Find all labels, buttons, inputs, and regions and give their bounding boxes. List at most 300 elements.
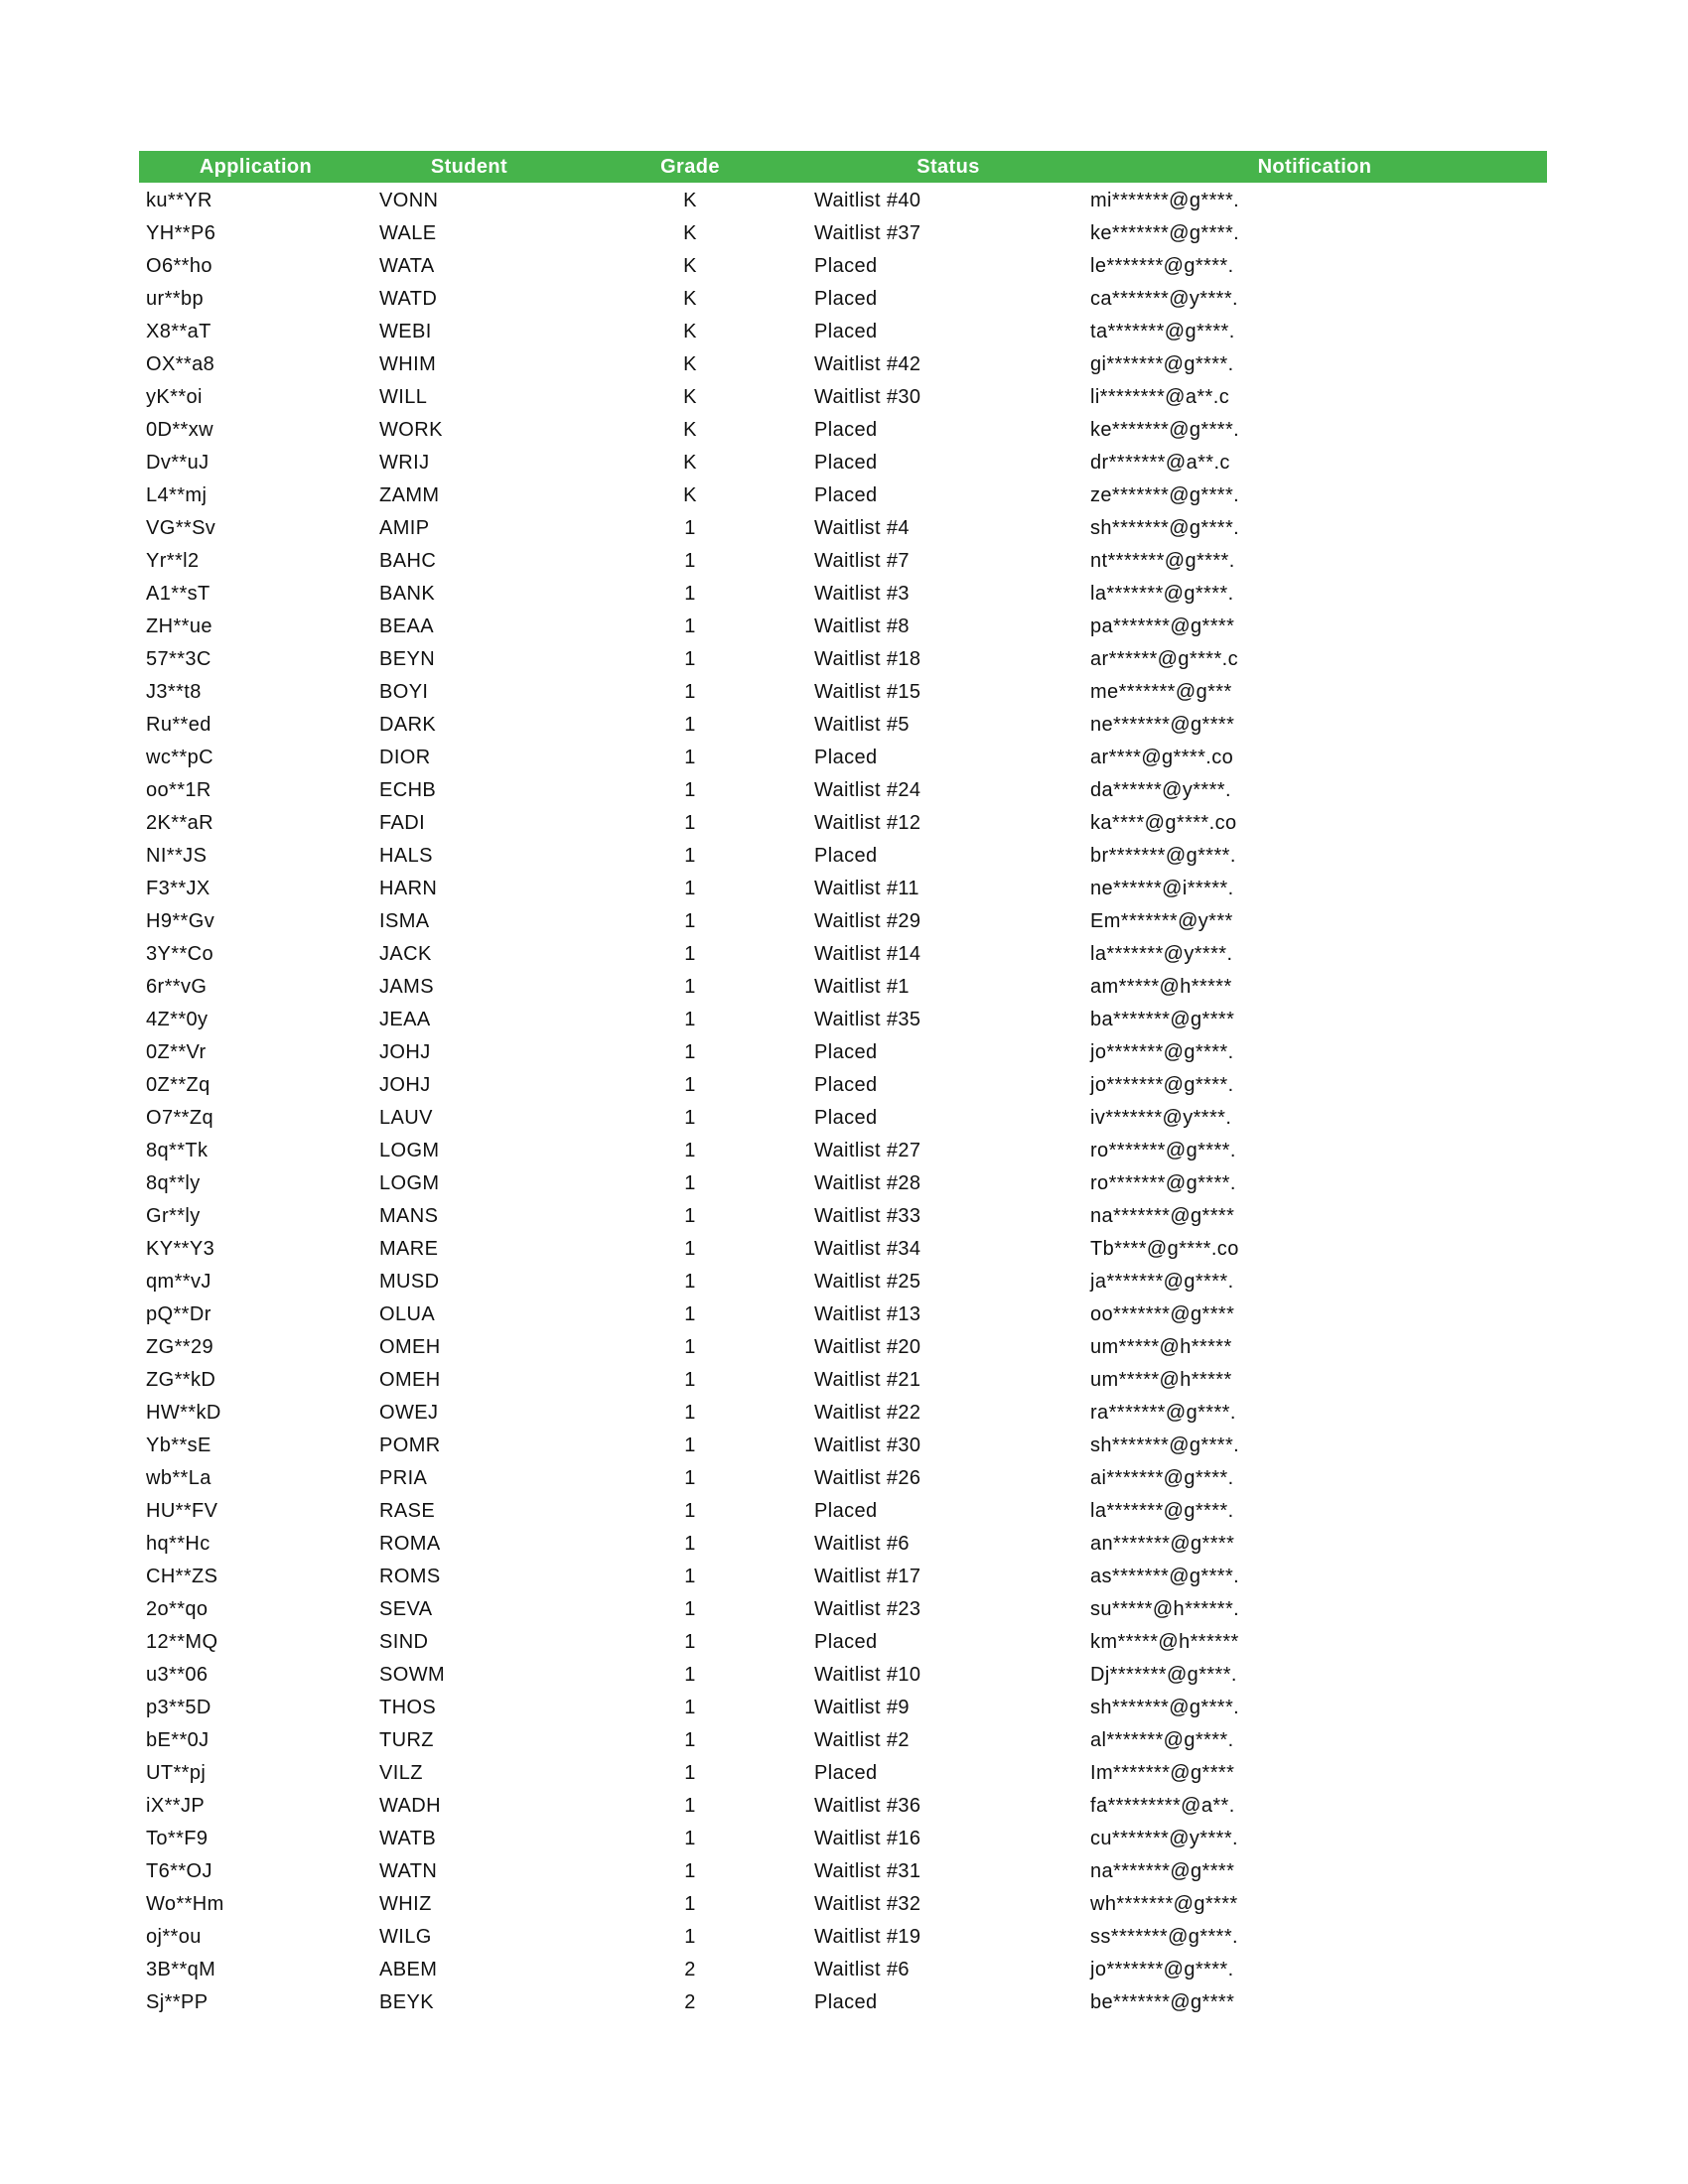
cell-student: BANK — [379, 583, 436, 605]
table-row — [139, 348, 1547, 381]
cell-status: Waitlist #13 — [814, 1303, 921, 1325]
cell-application: H9**Gv — [146, 910, 215, 932]
cell-student: WATN — [379, 1860, 438, 1882]
cell-student: POMR — [379, 1434, 441, 1456]
cell-notification: al*******@g****. — [1090, 1729, 1234, 1751]
table-body — [139, 185, 1547, 2019]
cell-application: hq**Hc — [146, 1533, 211, 1555]
cell-application: A1**sT — [146, 583, 211, 605]
table-row — [139, 1102, 1547, 1135]
cell-status: Waitlist #10 — [814, 1664, 921, 1686]
cell-status: Waitlist #36 — [814, 1795, 921, 1817]
cell-grade: 1 — [684, 1172, 696, 1194]
cell-status: Waitlist #3 — [814, 583, 910, 605]
cell-notification: le*******@g****. — [1090, 255, 1234, 277]
cell-application: ku**YR — [146, 190, 212, 211]
cell-notification: ka****@g****.co — [1090, 812, 1237, 834]
cell-notification: sh*******@g****. — [1090, 1697, 1240, 1718]
cell-notification: as*******@g****. — [1090, 1566, 1240, 1587]
table-row — [139, 807, 1547, 840]
cell-notification: nt*******@g****. — [1090, 550, 1235, 572]
cell-student: TURZ — [379, 1729, 434, 1751]
cell-status: Waitlist #22 — [814, 1402, 921, 1424]
cell-status: Placed — [814, 1762, 878, 1784]
cell-grade: K — [683, 484, 697, 506]
cell-notification: ja*******@g****. — [1090, 1271, 1234, 1293]
cell-application: VG**Sv — [146, 517, 216, 539]
cell-application: ZG**kD — [146, 1369, 216, 1391]
table-row — [139, 217, 1547, 250]
cell-notification: na*******@g**** — [1090, 1860, 1235, 1882]
cell-grade: 2 — [684, 1991, 696, 2013]
cell-student: WILL — [379, 386, 428, 408]
cell-application: YH**P6 — [146, 222, 216, 244]
cell-student: RASE — [379, 1500, 436, 1522]
cell-student: PRIA — [379, 1467, 428, 1489]
cell-status: Placed — [814, 747, 878, 768]
cell-student: FADI — [379, 812, 426, 834]
cell-notification: ne******@i*****. — [1090, 878, 1234, 899]
cell-status: Waitlist #30 — [814, 386, 921, 408]
cell-notification: Im*******@g**** — [1090, 1762, 1235, 1784]
cell-status: Placed — [814, 845, 878, 867]
cell-application: 0Z**Zq — [146, 1074, 211, 1096]
cell-grade: 1 — [684, 1369, 696, 1391]
cell-status: Waitlist #28 — [814, 1172, 921, 1194]
cell-grade: 1 — [684, 910, 696, 932]
cell-application: Yb**sE — [146, 1434, 211, 1456]
cell-status: Waitlist #20 — [814, 1336, 921, 1358]
cell-application: 2o**qo — [146, 1598, 209, 1620]
cell-grade: K — [683, 288, 697, 310]
cell-student: VILZ — [379, 1762, 423, 1784]
cell-notification: gi*******@g****. — [1090, 353, 1234, 375]
cell-status: Waitlist #40 — [814, 190, 921, 211]
table-row — [139, 512, 1547, 545]
cell-notification: um*****@h***** — [1090, 1336, 1232, 1358]
cell-notification: br*******@g****. — [1090, 845, 1236, 867]
table-row — [139, 1331, 1547, 1364]
cell-student: LOGM — [379, 1140, 440, 1161]
cell-notification: sh*******@g****. — [1090, 517, 1240, 539]
table-row — [139, 774, 1547, 807]
cell-notification: pa*******@g**** — [1090, 615, 1235, 637]
cell-status: Placed — [814, 419, 878, 441]
table-row — [139, 1233, 1547, 1266]
cell-notification: jo*******@g****. — [1090, 1041, 1234, 1063]
cell-notification: km*****@h****** — [1090, 1631, 1239, 1653]
cell-notification: su*****@h******. — [1090, 1598, 1240, 1620]
cell-status: Waitlist #14 — [814, 943, 921, 965]
cell-notification: ro*******@g****. — [1090, 1140, 1236, 1161]
cell-application: yK**oi — [146, 386, 203, 408]
cell-application: bE**0J — [146, 1729, 210, 1751]
cell-grade: 1 — [684, 714, 696, 736]
cell-student: HARN — [379, 878, 438, 899]
cell-application: 8q**ly — [146, 1172, 201, 1194]
cell-notification: ke*******@g****. — [1090, 419, 1240, 441]
cell-notification: ca*******@y****. — [1090, 288, 1238, 310]
cell-status: Waitlist #42 — [814, 353, 921, 375]
cell-notification: na*******@g**** — [1090, 1205, 1235, 1227]
cell-grade: 1 — [684, 1729, 696, 1751]
cell-status: Waitlist #25 — [814, 1271, 921, 1293]
cell-status: Waitlist #37 — [814, 222, 921, 244]
cell-application: CH**ZS — [146, 1566, 218, 1587]
cell-application: wb**La — [146, 1467, 211, 1489]
cell-status: Placed — [814, 321, 878, 342]
cell-status: Waitlist #30 — [814, 1434, 921, 1456]
cell-grade: 1 — [684, 1140, 696, 1161]
table-row — [139, 316, 1547, 348]
cell-grade: K — [683, 452, 697, 474]
cell-status: Waitlist #9 — [814, 1697, 910, 1718]
cell-status: Waitlist #17 — [814, 1566, 921, 1587]
cell-grade: 1 — [684, 583, 696, 605]
cell-application: iX**JP — [146, 1795, 206, 1817]
cell-application: L4**mj — [146, 484, 208, 506]
table-row — [139, 1266, 1547, 1298]
cell-grade: 1 — [684, 1926, 696, 1948]
table-row — [139, 1757, 1547, 1790]
cell-grade: 1 — [684, 681, 696, 703]
cell-student: WORK — [379, 419, 443, 441]
cell-application: u3**06 — [146, 1664, 209, 1686]
cell-grade: 1 — [684, 1566, 696, 1587]
cell-grade: 1 — [684, 1402, 696, 1424]
cell-grade: 1 — [684, 1205, 696, 1227]
table-row — [139, 1004, 1547, 1036]
cell-grade: 1 — [684, 1598, 696, 1620]
cell-status: Placed — [814, 288, 878, 310]
placement-table — [139, 151, 1547, 2019]
cell-application: F3**JX — [146, 878, 211, 899]
table-row — [139, 1495, 1547, 1528]
cell-notification: ss*******@g****. — [1090, 1926, 1238, 1948]
cell-notification: ar****@g****.co — [1090, 747, 1234, 768]
cell-status: Waitlist #34 — [814, 1238, 921, 1260]
cell-grade: 1 — [684, 1697, 696, 1718]
cell-application: Dv**uJ — [146, 452, 210, 474]
table-row — [139, 643, 1547, 676]
cell-status: Waitlist #15 — [814, 681, 921, 703]
cell-student: HALS — [379, 845, 433, 867]
cell-grade: 1 — [684, 747, 696, 768]
cell-grade: 1 — [684, 1041, 696, 1063]
table-row — [139, 1921, 1547, 1954]
cell-student: BEYN — [379, 648, 436, 670]
cell-application: 2K**aR — [146, 812, 213, 834]
cell-student: BAHC — [379, 550, 437, 572]
cell-grade: K — [683, 386, 697, 408]
cell-notification: an*******@g**** — [1090, 1533, 1235, 1555]
cell-application: p3**5D — [146, 1697, 211, 1718]
cell-status: Waitlist #4 — [814, 517, 910, 539]
cell-notification: mi*******@g****. — [1090, 190, 1240, 211]
table-row — [139, 1986, 1547, 2019]
cell-application: ur**bp — [146, 288, 204, 310]
cell-status: Waitlist #23 — [814, 1598, 921, 1620]
cell-student: JOHJ — [379, 1041, 431, 1063]
cell-notification: jo*******@g****. — [1090, 1074, 1234, 1096]
table-row — [139, 1528, 1547, 1561]
cell-grade: 1 — [684, 1893, 696, 1915]
cell-student: ROMS — [379, 1566, 441, 1587]
cell-student: AMIP — [379, 517, 430, 539]
cell-student: MUSD — [379, 1271, 440, 1293]
cell-application: 0Z**Vr — [146, 1041, 207, 1063]
cell-application: 4Z**0y — [146, 1009, 209, 1030]
cell-status: Waitlist #2 — [814, 1729, 910, 1751]
cell-grade: 1 — [684, 1631, 696, 1653]
cell-application: O7**Zq — [146, 1107, 213, 1129]
table-row — [139, 1855, 1547, 1888]
cell-grade: 1 — [684, 1271, 696, 1293]
cell-application: Ru**ed — [146, 714, 211, 736]
cell-application: ZH**ue — [146, 615, 212, 637]
table-row — [139, 1430, 1547, 1462]
cell-notification: iv*******@y****. — [1090, 1107, 1232, 1129]
table-row — [139, 1888, 1547, 1921]
table-row — [139, 1561, 1547, 1593]
cell-status: Waitlist #12 — [814, 812, 921, 834]
cell-student: SOWM — [379, 1664, 446, 1686]
table-row — [139, 742, 1547, 774]
cell-status: Waitlist #27 — [814, 1140, 921, 1161]
cell-grade: 1 — [684, 1795, 696, 1817]
cell-application: HW**kD — [146, 1402, 221, 1424]
cell-status: Waitlist #29 — [814, 910, 921, 932]
cell-status: Waitlist #26 — [814, 1467, 921, 1489]
cell-student: BOYI — [379, 681, 429, 703]
cell-grade: 1 — [684, 1074, 696, 1096]
cell-student: JAMS — [379, 976, 434, 998]
table-row — [139, 447, 1547, 479]
cell-grade: 2 — [684, 1959, 696, 1980]
cell-status: Placed — [814, 1991, 878, 2013]
cell-status: Waitlist #5 — [814, 714, 910, 736]
cell-notification: la*******@y****. — [1090, 943, 1233, 965]
cell-notification: be*******@g**** — [1090, 1991, 1235, 2013]
table-row — [139, 1069, 1547, 1102]
cell-student: ABEM — [379, 1959, 438, 1980]
cell-grade: 1 — [684, 1303, 696, 1325]
cell-notification: la*******@g****. — [1090, 583, 1234, 605]
cell-status: Placed — [814, 1107, 878, 1129]
table-row — [139, 578, 1547, 611]
cell-status: Waitlist #16 — [814, 1828, 921, 1849]
cell-grade: K — [683, 190, 697, 211]
table-row — [139, 1298, 1547, 1331]
cell-grade: 1 — [684, 1664, 696, 1686]
cell-application: T6**OJ — [146, 1860, 212, 1882]
table-row — [139, 1397, 1547, 1430]
cell-grade: 1 — [684, 615, 696, 637]
cell-student: OLUA — [379, 1303, 436, 1325]
cell-notification: cu*******@y****. — [1090, 1828, 1238, 1849]
cell-grade: 1 — [684, 878, 696, 899]
cell-grade: 1 — [684, 648, 696, 670]
cell-grade: 1 — [684, 812, 696, 834]
cell-student: WRIJ — [379, 452, 430, 474]
table-row — [139, 1692, 1547, 1724]
cell-status: Waitlist #19 — [814, 1926, 921, 1948]
table-row — [139, 709, 1547, 742]
cell-grade: K — [683, 353, 697, 375]
table-row — [139, 1593, 1547, 1626]
column-header-grade: Grade — [660, 155, 720, 178]
cell-application: 3B**qM — [146, 1959, 216, 1980]
cell-notification: ra*******@g****. — [1090, 1402, 1236, 1424]
cell-grade: 1 — [684, 1533, 696, 1555]
cell-grade: 1 — [684, 1336, 696, 1358]
cell-status: Placed — [814, 255, 878, 277]
table-row — [139, 185, 1547, 217]
cell-status: Waitlist #35 — [814, 1009, 921, 1030]
table-row — [139, 1364, 1547, 1397]
cell-status: Waitlist #7 — [814, 550, 910, 572]
cell-student: WATB — [379, 1828, 437, 1849]
cell-student: BEAA — [379, 615, 434, 637]
table-row — [139, 381, 1547, 414]
cell-student: WADH — [379, 1795, 441, 1817]
cell-student: WILG — [379, 1926, 432, 1948]
cell-status: Waitlist #24 — [814, 779, 921, 801]
cell-notification: da******@y****. — [1090, 779, 1231, 801]
cell-student: ISMA — [379, 910, 430, 932]
cell-notification: oo*******@g**** — [1090, 1303, 1235, 1325]
cell-student: LOGM — [379, 1172, 440, 1194]
cell-notification: Dj*******@g****. — [1090, 1664, 1237, 1686]
cell-grade: 1 — [684, 550, 696, 572]
table-row — [139, 283, 1547, 316]
cell-student: JACK — [379, 943, 432, 965]
cell-student: ZAMM — [379, 484, 440, 506]
table-row — [139, 479, 1547, 512]
table-row — [139, 971, 1547, 1004]
cell-student: DIOR — [379, 747, 431, 768]
cell-application: 57**3C — [146, 648, 211, 670]
column-header-notification: Notification — [1257, 155, 1372, 178]
column-header-status: Status — [916, 155, 980, 178]
cell-student: SEVA — [379, 1598, 433, 1620]
table-row — [139, 545, 1547, 578]
cell-notification: jo*******@g****. — [1090, 1959, 1234, 1980]
cell-student: MANS — [379, 1205, 439, 1227]
cell-application: O6**ho — [146, 255, 212, 277]
cell-notification: dr*******@a**.c — [1090, 452, 1230, 474]
cell-student: LAUV — [379, 1107, 433, 1129]
cell-application: oj**ou — [146, 1926, 202, 1948]
cell-student: WALE — [379, 222, 437, 244]
cell-student: JEAA — [379, 1009, 431, 1030]
cell-notification: li********@a**.c — [1090, 386, 1230, 408]
cell-application: Sj**PP — [146, 1991, 209, 2013]
cell-application: KY**Y3 — [146, 1238, 215, 1260]
cell-application: HU**FV — [146, 1500, 218, 1522]
cell-status: Waitlist #31 — [814, 1860, 921, 1882]
cell-application: 8q**Tk — [146, 1140, 209, 1161]
cell-student: WHIM — [379, 353, 437, 375]
cell-grade: 1 — [684, 1467, 696, 1489]
cell-application: 0D**xw — [146, 419, 213, 441]
cell-student: VONN — [379, 190, 439, 211]
cell-student: OMEH — [379, 1336, 441, 1358]
cell-status: Waitlist #6 — [814, 1533, 910, 1555]
table-row — [139, 1823, 1547, 1855]
table-row — [139, 840, 1547, 873]
cell-grade: 1 — [684, 943, 696, 965]
cell-notification: ne*******@g**** — [1090, 714, 1235, 736]
cell-student: MARE — [379, 1238, 439, 1260]
cell-grade: K — [683, 255, 697, 277]
cell-notification: sh*******@g****. — [1090, 1434, 1240, 1456]
cell-student: WEBI — [379, 321, 432, 342]
cell-grade: 1 — [684, 1107, 696, 1129]
cell-grade: 1 — [684, 1434, 696, 1456]
table-row — [139, 676, 1547, 709]
cell-grade: K — [683, 222, 697, 244]
cell-notification: ke*******@g****. — [1090, 222, 1240, 244]
cell-application: Yr**l2 — [146, 550, 200, 572]
cell-grade: 1 — [684, 1828, 696, 1849]
cell-status: Placed — [814, 1631, 878, 1653]
table-row — [139, 1200, 1547, 1233]
cell-grade: 1 — [684, 517, 696, 539]
cell-status: Waitlist #32 — [814, 1893, 921, 1915]
cell-student: SIND — [379, 1631, 429, 1653]
table-row — [139, 1659, 1547, 1692]
table-row — [139, 611, 1547, 643]
cell-grade: K — [683, 321, 697, 342]
table-row — [139, 905, 1547, 938]
cell-status: Waitlist #8 — [814, 615, 910, 637]
table-row — [139, 1167, 1547, 1200]
cell-student: OMEH — [379, 1369, 441, 1391]
cell-status: Waitlist #21 — [814, 1369, 921, 1391]
cell-notification: wh*******@g**** — [1090, 1893, 1238, 1915]
cell-grade: 1 — [684, 1762, 696, 1784]
cell-grade: 1 — [684, 1009, 696, 1030]
cell-student: OWEJ — [379, 1402, 439, 1424]
cell-application: oo**1R — [146, 779, 211, 801]
cell-application: ZG**29 — [146, 1336, 213, 1358]
table-row — [139, 250, 1547, 283]
cell-status: Placed — [814, 1500, 878, 1522]
cell-grade: 1 — [684, 1238, 696, 1260]
cell-status: Placed — [814, 452, 878, 474]
cell-notification: Tb****@g****.co — [1090, 1238, 1239, 1260]
cell-student: ROMA — [379, 1533, 441, 1555]
cell-application: Gr**ly — [146, 1205, 201, 1227]
cell-status: Waitlist #11 — [814, 878, 919, 899]
cell-student: JOHJ — [379, 1074, 431, 1096]
cell-status: Waitlist #18 — [814, 648, 921, 670]
cell-student: DARK — [379, 714, 437, 736]
cell-application: 12**MQ — [146, 1631, 218, 1653]
cell-application: NI**JS — [146, 845, 208, 867]
cell-notification: me*******@g*** — [1090, 681, 1232, 703]
table-row — [139, 1462, 1547, 1495]
cell-application: X8**aT — [146, 321, 211, 342]
cell-notification: Em*******@y*** — [1090, 910, 1233, 932]
cell-grade: 1 — [684, 1860, 696, 1882]
cell-application: wc**pC — [146, 747, 213, 768]
cell-application: 6r**vG — [146, 976, 208, 998]
cell-grade: 1 — [684, 976, 696, 998]
cell-notification: ta*******@g****. — [1090, 321, 1235, 342]
cell-application: pQ**Dr — [146, 1303, 211, 1325]
